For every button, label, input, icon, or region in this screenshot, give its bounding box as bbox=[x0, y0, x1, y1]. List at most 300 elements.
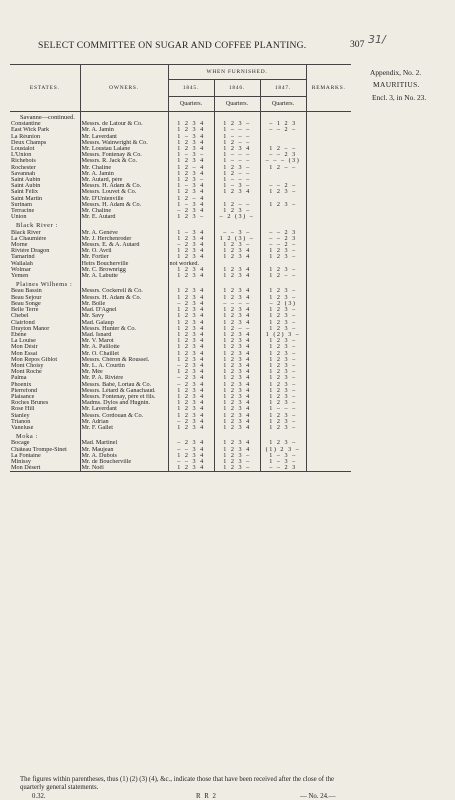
estate-name: Saint Félix bbox=[11, 189, 38, 196]
estate-name: Mont Roche bbox=[11, 369, 42, 376]
quarter-cell: 1 2 3 4 bbox=[168, 189, 214, 195]
estate-name: Saint Aubin bbox=[11, 177, 41, 184]
estate-name: East Wick Park bbox=[11, 127, 50, 134]
spacer-cell bbox=[168, 279, 214, 288]
quarter-cell: 1 2 3 – bbox=[260, 326, 306, 332]
estate-name: Rochester bbox=[11, 164, 36, 171]
remarks-header: REMARKS. bbox=[306, 65, 351, 112]
quarter-cell: 1 2 3 – bbox=[214, 165, 260, 171]
quarter-cell: 1 2 3 4 bbox=[168, 288, 214, 294]
estate-name: Mon Désir bbox=[11, 344, 38, 351]
estates-header: ESTATES. bbox=[10, 65, 80, 112]
quarter-cell: – – 3 4 bbox=[168, 447, 214, 453]
owner-name: Mad. Galaup bbox=[80, 320, 168, 326]
estate-name: La Réunion bbox=[11, 133, 41, 140]
owner-name: Messrs. Chéron & Roussel. bbox=[80, 357, 168, 363]
quarter-cell: 1 2 3 4 bbox=[168, 313, 214, 319]
quarter-cell: – – 2 3 bbox=[260, 152, 306, 158]
owner-name: Mr. Savy bbox=[80, 313, 168, 319]
quarter-cell: 1 2 3 4 bbox=[168, 344, 214, 350]
quarter-cell: 1 2 3 – bbox=[260, 248, 306, 254]
quarter-cell: 1 2 3 – bbox=[168, 177, 214, 183]
quarter-cell: – – 3 – bbox=[214, 230, 260, 236]
quarter-cell: 1 2 – – bbox=[214, 140, 260, 146]
quarter-cell: 1 2 3 4 bbox=[214, 344, 260, 350]
quarter-cell: 1 – – – bbox=[260, 406, 306, 412]
owner-name: Mr. A. Genève bbox=[80, 230, 168, 236]
owner-name: Mr. Chaline bbox=[80, 165, 168, 171]
quarter-cell: 1 2 3 4 bbox=[214, 351, 260, 357]
estate-name: Rivière Dragon bbox=[11, 248, 50, 255]
returns-table-container bbox=[10, 64, 351, 473]
quarter-cell: – 2 3 4 bbox=[168, 301, 214, 307]
estate-name: Pierrefond bbox=[11, 387, 38, 394]
spacer-cell bbox=[306, 220, 351, 229]
estate-name: L'Union bbox=[11, 152, 32, 159]
quarter-cell: 1 2 3 4 bbox=[168, 171, 214, 177]
quarter-cell: – 2 3 4 bbox=[168, 382, 214, 388]
spacer-cell bbox=[80, 279, 168, 288]
quarter-cell: 1 – – – bbox=[214, 158, 260, 164]
quarter-cell: – – – (3) bbox=[260, 158, 306, 164]
quarter-cell: 1 2 3 4 bbox=[214, 332, 260, 338]
owner-name: Messrs. Cordouan & Co. bbox=[80, 413, 168, 419]
quarter-cell: 1 2 3 – bbox=[260, 202, 306, 208]
enclosure-label: Encl. 3, in No. 23. bbox=[372, 93, 427, 102]
owner-name: Messrs. H. Adam & Co. bbox=[80, 183, 168, 189]
quarter-cell: 1 2 3 4 bbox=[214, 267, 260, 273]
section-row bbox=[10, 112, 351, 122]
owner-name: Mr. Laverdant bbox=[80, 134, 168, 140]
spacer-cell bbox=[168, 431, 214, 440]
owner-name: Mad. Martinel bbox=[80, 440, 168, 446]
quarter-cell: 1 2 3 4 bbox=[168, 127, 214, 133]
quarter-cell: 1 2 3 4 bbox=[214, 394, 260, 400]
quarter-cell: 1 2 3 4 bbox=[214, 189, 260, 195]
quarter-cell: (1) 2 3 – bbox=[260, 447, 306, 453]
estate-name: Beau Songe bbox=[11, 300, 41, 307]
quarter-cell: 1 2 3 – bbox=[260, 338, 306, 344]
quarter-cell: 1 2 3 4 bbox=[168, 295, 214, 301]
quarters-label: Quarters. bbox=[260, 97, 306, 112]
page-header-title: SELECT COMMITTEE ON SUGAR AND COFFEE PLANTING. bbox=[38, 40, 307, 51]
quarter-cell: 1 2 3 4 bbox=[214, 273, 260, 279]
quarter-cell: 1 2 3 4 bbox=[168, 332, 214, 338]
quarter-cell: 1 2 3 – bbox=[214, 459, 260, 465]
quarter-cell: 1 2 3 4 bbox=[214, 295, 260, 301]
owners-header: OWNERS. bbox=[80, 65, 168, 112]
quarter-cell: 1 2 – 4 bbox=[168, 165, 214, 171]
quarter-cell: 1 2 3 4 bbox=[214, 369, 260, 375]
estate-name: Chebel bbox=[11, 313, 29, 320]
estate-name: La Chaumière bbox=[11, 235, 47, 242]
owner-name: Mr. P. A. Rivière bbox=[80, 375, 168, 381]
quarter-cell: 1 2 3 4 bbox=[214, 425, 260, 431]
quarter-cell: – 2 3 4 bbox=[168, 375, 214, 381]
table-row bbox=[10, 465, 351, 472]
quarter-cell: 1 2 3 – bbox=[260, 295, 306, 301]
spacer-cell bbox=[168, 112, 214, 122]
section-row bbox=[10, 220, 351, 229]
owner-name: Mr. V. Marot bbox=[80, 338, 168, 344]
spacer-cell bbox=[214, 431, 260, 440]
quarter-cell: 1 2 3 4 bbox=[214, 363, 260, 369]
quarter-cell: 1 2 3 4 bbox=[214, 288, 260, 294]
quarter-cell: – – 2 – bbox=[260, 183, 306, 189]
owner-name: Mr. A. Dubois bbox=[80, 453, 168, 459]
estate-name: Black River bbox=[11, 229, 41, 236]
quarter-cell: – 2 (3) bbox=[260, 301, 306, 307]
spacer-cell bbox=[80, 112, 168, 122]
quarter-cell: 1 2 3 4 bbox=[168, 307, 214, 313]
quarter-cell: 1 2 3 4 bbox=[214, 406, 260, 412]
spacer-cell bbox=[168, 472, 214, 474]
returns-table-body bbox=[10, 112, 351, 474]
estate-name: Belle Terre bbox=[11, 307, 39, 314]
estate-name: Mont Choisy bbox=[11, 362, 44, 369]
quarter-cell: 1 2 – – bbox=[260, 165, 306, 171]
section-title: Moka : bbox=[16, 433, 38, 441]
owner-name: Messrs. Babé, Lortau & Co. bbox=[80, 382, 168, 388]
owner-name: Messrs. Wainwright & Co. bbox=[80, 140, 168, 146]
year-1845: 1845. bbox=[168, 80, 214, 97]
appendix-label: Appendix, No. 2. bbox=[370, 68, 422, 77]
quarter-cell: 1 2 – – bbox=[214, 171, 260, 177]
handwritten-page-number: 31/ bbox=[368, 33, 386, 46]
quarter-cell: 1 2 3 4 bbox=[168, 140, 214, 146]
quarter-cell: – 2 3 4 bbox=[168, 419, 214, 425]
quarter-cell: 1 2 – – bbox=[214, 202, 260, 208]
spacer-cell bbox=[306, 472, 351, 474]
quarter-cell: 1 – 3 4 bbox=[168, 202, 214, 208]
estate-name: Loustalot bbox=[11, 146, 35, 153]
quarter-cell: – 2 3 4 bbox=[168, 363, 214, 369]
spacer-cell bbox=[80, 472, 168, 474]
quarter-cell: 1 – 3 – bbox=[260, 453, 306, 459]
colony-label: MAURITIUS. bbox=[373, 80, 420, 89]
quarter-cell: 1 2 3 – bbox=[260, 363, 306, 369]
spacer-cell bbox=[260, 431, 306, 440]
section-title: Savanne—continued. bbox=[20, 114, 75, 121]
quarter-cell: 1 2 3 4 bbox=[168, 338, 214, 344]
owner-name: Messrs. Louvet & Co. bbox=[80, 189, 168, 195]
quarter-cell: 1 2 3 4 bbox=[214, 248, 260, 254]
estate-name: Plaisance bbox=[11, 393, 35, 400]
quarter-cell: 1 2 3 – bbox=[260, 307, 306, 313]
estate-name: Terracine bbox=[11, 208, 35, 215]
quarter-cell: 1 2 3 – bbox=[260, 313, 306, 319]
quarter-cell: 1 2 3 – bbox=[214, 242, 260, 248]
quarter-cell: 1 2 3 4 bbox=[168, 369, 214, 375]
quarter-cell: 1 2 3 – bbox=[214, 465, 260, 472]
quarter-cell: 1 2 3 – bbox=[260, 375, 306, 381]
quarter-cell: 1 2 3 4 bbox=[168, 236, 214, 242]
owner-name: Mr. O. Avril bbox=[80, 248, 168, 254]
quarter-cell: 1 2 3 – bbox=[260, 288, 306, 294]
estate-name: Ebène bbox=[11, 331, 27, 338]
quarter-cell: – – 2 3 bbox=[260, 230, 306, 236]
quarter-cell: 1 2 3 4 bbox=[168, 400, 214, 406]
quarter-cell: 1 2 3 4 bbox=[214, 146, 260, 152]
quarter-cell: 1 2 3 4 bbox=[168, 357, 214, 363]
owner-name: Mr. A. Jamin bbox=[80, 171, 168, 177]
quarter-cell: 1 2 3 4 bbox=[214, 357, 260, 363]
quarter-cell: 1 2 3 4 bbox=[168, 254, 214, 260]
quarter-cell: – 2 (3) – bbox=[214, 214, 260, 220]
quarter-cell: 1 2 3 – bbox=[260, 388, 306, 394]
estate-name: La Louise bbox=[11, 338, 36, 345]
quarters-label: Quarters. bbox=[214, 97, 260, 112]
quarter-cell: 1 2 3 4 bbox=[214, 447, 260, 453]
owner-name: Messrs. Létard & Ganachaud. bbox=[80, 388, 168, 394]
section-row bbox=[10, 279, 351, 288]
quarter-cell: 1 2 3 4 bbox=[214, 400, 260, 406]
owner-name: Mr. Chaline bbox=[80, 208, 168, 214]
owner-name: Messrs. R. Jack & Co. bbox=[80, 158, 168, 164]
quarter-cell: 1 – 3 – bbox=[260, 459, 306, 465]
owner-name: Mr. D'Unienville bbox=[80, 196, 168, 202]
estate-name: Bocage bbox=[11, 440, 30, 447]
estate-name: Yemen bbox=[11, 273, 29, 280]
quarter-cell: 1 2 3 4 bbox=[214, 254, 260, 260]
footer-continuation: — No. 24.— bbox=[300, 793, 336, 800]
quarter-cell: 1 2 3 – bbox=[214, 121, 260, 127]
estate-name: Beau Bassin bbox=[11, 288, 42, 295]
spacer-cell bbox=[306, 431, 351, 440]
estate-name: Deux Champs bbox=[11, 139, 47, 146]
owner-name: Mr. de Boucherville bbox=[80, 459, 168, 465]
quarter-cell: 1 2 3 4 bbox=[168, 267, 214, 273]
quarter-cell: 1 2 3 – bbox=[260, 425, 306, 431]
quarter-cell: 1 2 3 – bbox=[260, 189, 306, 195]
not-worked-note: not worked. bbox=[168, 261, 214, 267]
spacer-cell bbox=[80, 431, 168, 440]
quarter-cell: – – 2 3 bbox=[260, 236, 306, 242]
quarter-cell: 1 – 3 4 bbox=[168, 183, 214, 189]
quarter-cell: 1 2 3 4 bbox=[168, 406, 214, 412]
estate-name: Trianon bbox=[11, 418, 31, 425]
quarter-cell: 1 – – – bbox=[214, 134, 260, 140]
when-furnished-header: WHEN FURNISHED. bbox=[168, 65, 306, 80]
quarter-cell: 1 2 3 – bbox=[260, 382, 306, 388]
quarter-cell: 1 2 3 – bbox=[214, 453, 260, 459]
quarter-cell: 1 2 3 – bbox=[260, 254, 306, 260]
quarter-cell: 1 2 3 4 bbox=[168, 273, 214, 279]
quarter-cell: 1 2 3 4 bbox=[214, 338, 260, 344]
spacer-cell bbox=[10, 472, 80, 474]
owner-name: Mr. O. Chaillet bbox=[80, 351, 168, 357]
quarters-label: Quarters. bbox=[168, 97, 214, 112]
estate-name: La Fontaine bbox=[11, 452, 41, 459]
table-bottom-rule bbox=[10, 472, 351, 474]
year-1846: 1846. bbox=[214, 80, 260, 97]
year-1847: 1847. bbox=[260, 80, 306, 97]
spacer-cell bbox=[260, 220, 306, 229]
spacer-cell bbox=[260, 472, 306, 474]
section-row bbox=[10, 431, 351, 440]
spacer-cell bbox=[306, 112, 351, 122]
owner-name: Messrs. Fontenay, père et fils. bbox=[80, 394, 168, 400]
returns-table bbox=[10, 64, 351, 473]
owner-name: Mr. Autard, père bbox=[80, 177, 168, 183]
quarter-cell: 1 2 3 4 bbox=[168, 121, 214, 127]
estate-name: Minissy bbox=[11, 458, 31, 465]
quarter-cell: – 2 3 4 bbox=[168, 208, 214, 214]
estate-name: Morne bbox=[11, 242, 28, 249]
estate-name: Château Trompe-Sinet bbox=[11, 446, 67, 453]
quarter-cell: 1 – 3 – bbox=[214, 183, 260, 189]
quarter-cell: 1 2 3 4 bbox=[168, 320, 214, 326]
quarter-cell: 1 2 3 – bbox=[260, 351, 306, 357]
owner-name: Mr. L. A. Courtin bbox=[80, 363, 168, 369]
quarter-cell: – – 2 3 bbox=[260, 465, 306, 472]
owner-name: Mr. Bolle bbox=[80, 301, 168, 307]
quarter-cell: 1 2 3 – bbox=[260, 440, 306, 446]
quarter-cell: 1 – – – bbox=[214, 152, 260, 158]
estate-name: Phoenix bbox=[11, 381, 32, 388]
spacer-cell bbox=[214, 472, 260, 474]
quarter-cell: – – – – bbox=[214, 301, 260, 307]
quarter-cell: 1 2 3 4 bbox=[168, 326, 214, 332]
estate-name: Vaneluse bbox=[11, 424, 34, 431]
quarter-cell: 1 2 3 4 bbox=[168, 146, 214, 152]
footer-signature-mark: R R 2 bbox=[196, 793, 217, 800]
owner-name: Mr. E. Autard bbox=[80, 214, 168, 220]
estate-name: Mon Repos Giblot bbox=[11, 356, 58, 363]
owner-name: Messrs. de Latour & Co. bbox=[80, 121, 168, 127]
quarter-cell: 1 2 – – bbox=[214, 326, 260, 332]
owner-name: Mr. Laverdant bbox=[80, 406, 168, 412]
quarter-cell: 1 2 3 4 bbox=[168, 351, 214, 357]
spacer-cell bbox=[214, 112, 260, 122]
estate-name: Rose Hill bbox=[11, 406, 35, 413]
quarter-cell: 1 2 (3) – bbox=[214, 236, 260, 242]
owner-name: Heirs Boucherville bbox=[80, 261, 168, 267]
owner-name: Mr. A. Jamin bbox=[80, 127, 168, 133]
quarter-cell: 1 – 3 4 bbox=[168, 134, 214, 140]
estate-name: Wallalah bbox=[11, 260, 33, 267]
owner-name: Messrs. H. Adam & Co. bbox=[80, 202, 168, 208]
estate-name: Saint Martin bbox=[11, 195, 43, 202]
quarter-cell: 1 2 3 4 bbox=[168, 248, 214, 254]
estate-name: Surinam bbox=[11, 201, 32, 208]
quarter-cell: 1 2 3 – bbox=[260, 357, 306, 363]
owner-name: Messrs. Cockerell & Co. bbox=[80, 288, 168, 294]
estate-name: Constantine bbox=[11, 121, 41, 128]
quarter-cell: 1 2 3 – bbox=[214, 208, 260, 214]
estate-name: Richebois bbox=[11, 158, 36, 165]
quarter-cell: 1 2 3 4 bbox=[214, 382, 260, 388]
quarter-cell: 1 – 3 – bbox=[168, 152, 214, 158]
quarter-cell: 1 2 3 4 bbox=[168, 413, 214, 419]
owner-name: Mr. Mée bbox=[80, 369, 168, 375]
estate-name: Stanley bbox=[11, 412, 30, 419]
owner-name: Messrs. E. & A. Autard bbox=[80, 242, 168, 248]
quarter-cell: 1 2 3 – bbox=[260, 267, 306, 273]
owner-name: Mr. Noël bbox=[80, 465, 168, 472]
estate-name: Saint Aubin bbox=[11, 183, 41, 190]
quarter-cell: 1 – – – bbox=[214, 127, 260, 133]
quarter-cell: 1 2 – – bbox=[260, 146, 306, 152]
quarter-cell: 1 2 – 4 bbox=[168, 196, 214, 202]
owner-name: Mr. C. Brownrigg bbox=[80, 267, 168, 273]
quarter-cell: – – 2 – bbox=[260, 127, 306, 133]
quarter-cell: 1 2 3 – bbox=[260, 369, 306, 375]
quarter-cell: 1 2 3 – bbox=[260, 413, 306, 419]
quarter-cell: 1 2 3 – bbox=[260, 344, 306, 350]
footnote: The figures within parentheses, thus (1) (2) (3) (4), &c., indicate those that have been received after the close of the quarterly general statements. bbox=[20, 776, 335, 791]
estate-name: Clairfond bbox=[11, 319, 35, 326]
quarter-cell: 1 2 3 4 bbox=[168, 388, 214, 394]
quarter-cell: 1 2 3 4 bbox=[214, 419, 260, 425]
quarter-cell: 1 2 3 4 bbox=[168, 425, 214, 431]
quarter-cell: 1 2 3 4 bbox=[214, 375, 260, 381]
estate-name: Beau Sejour bbox=[11, 294, 42, 301]
estate-name: Drayton Manor bbox=[11, 325, 50, 332]
quarter-cell: 1 2 3 4 bbox=[168, 158, 214, 164]
quarter-cell: 1 2 3 4 bbox=[214, 388, 260, 394]
owner-name: Mr. Fortier bbox=[80, 254, 168, 260]
quarter-cell: 1 2 3 4 bbox=[168, 453, 214, 459]
estate-name: Wolmar bbox=[11, 266, 31, 273]
quarter-cell: – 2 3 4 bbox=[168, 440, 214, 446]
quarter-cell: – – 2 – bbox=[260, 242, 306, 248]
quarter-cell: 1 2 3 – bbox=[260, 320, 306, 326]
owner-name: Mr. J. Herchenroder bbox=[80, 236, 168, 242]
spacer-cell bbox=[260, 112, 306, 122]
quarter-cell: 1 2 3 4 bbox=[214, 413, 260, 419]
quarter-cell: – 2 3 4 bbox=[168, 242, 214, 248]
estate-name: Tamarind bbox=[11, 254, 35, 261]
owner-name: Mr. A. Paillotte bbox=[80, 344, 168, 350]
spacer-cell bbox=[214, 279, 260, 288]
footer-printer-mark: 0.32. bbox=[32, 793, 46, 800]
quarter-cell: 1 2 – – bbox=[260, 273, 306, 279]
quarter-cell: 1 2 3 – bbox=[168, 214, 214, 220]
quarter-cell: 1 2 3 4 bbox=[168, 394, 214, 400]
estate-name: Roches Brunes bbox=[11, 400, 49, 407]
quarter-cell: 1 2 3 – bbox=[260, 400, 306, 406]
spacer-cell bbox=[168, 220, 214, 229]
owner-name: Mad. D'Agnel bbox=[80, 307, 168, 313]
page-number: 307 bbox=[350, 39, 365, 50]
estate-name: Union bbox=[11, 214, 27, 221]
spacer-cell bbox=[80, 220, 168, 229]
quarter-cell: 1 2 3 4 bbox=[214, 307, 260, 313]
owner-name: Messrs. Hunter & Co. bbox=[80, 326, 168, 332]
quarter-cell: 1 2 3 4 bbox=[214, 440, 260, 446]
owner-name: Madms. Dylos and Hugnin. bbox=[80, 400, 168, 406]
quarter-cell: 1 2 3 – bbox=[260, 394, 306, 400]
remarks-cell bbox=[306, 465, 351, 472]
estate-name: Mon Désert bbox=[11, 465, 41, 472]
quarter-cell: 1 – – – bbox=[214, 177, 260, 183]
quarter-cell: 1 2 3 4 bbox=[214, 313, 260, 319]
quarter-cell: 1 2 3 – bbox=[260, 419, 306, 425]
spacer-cell bbox=[214, 220, 260, 229]
spacer-cell bbox=[306, 279, 351, 288]
owner-name: Messrs. H. Adam & Co. bbox=[80, 295, 168, 301]
estate-name: Palma bbox=[11, 375, 27, 382]
quarter-cell: 1 2 3 4 bbox=[214, 320, 260, 326]
owner-name: Messrs. Fontenay & Co. bbox=[80, 152, 168, 158]
quarter-cell: – – 3 4 bbox=[168, 459, 214, 465]
estate-name: Mon Essai bbox=[11, 350, 38, 357]
quarter-cell: 1 – 3 4 bbox=[168, 230, 214, 236]
owner-name: Mr. Loustau Lalane bbox=[80, 146, 168, 152]
section-title: Black River : bbox=[16, 222, 58, 230]
spacer-cell bbox=[260, 279, 306, 288]
